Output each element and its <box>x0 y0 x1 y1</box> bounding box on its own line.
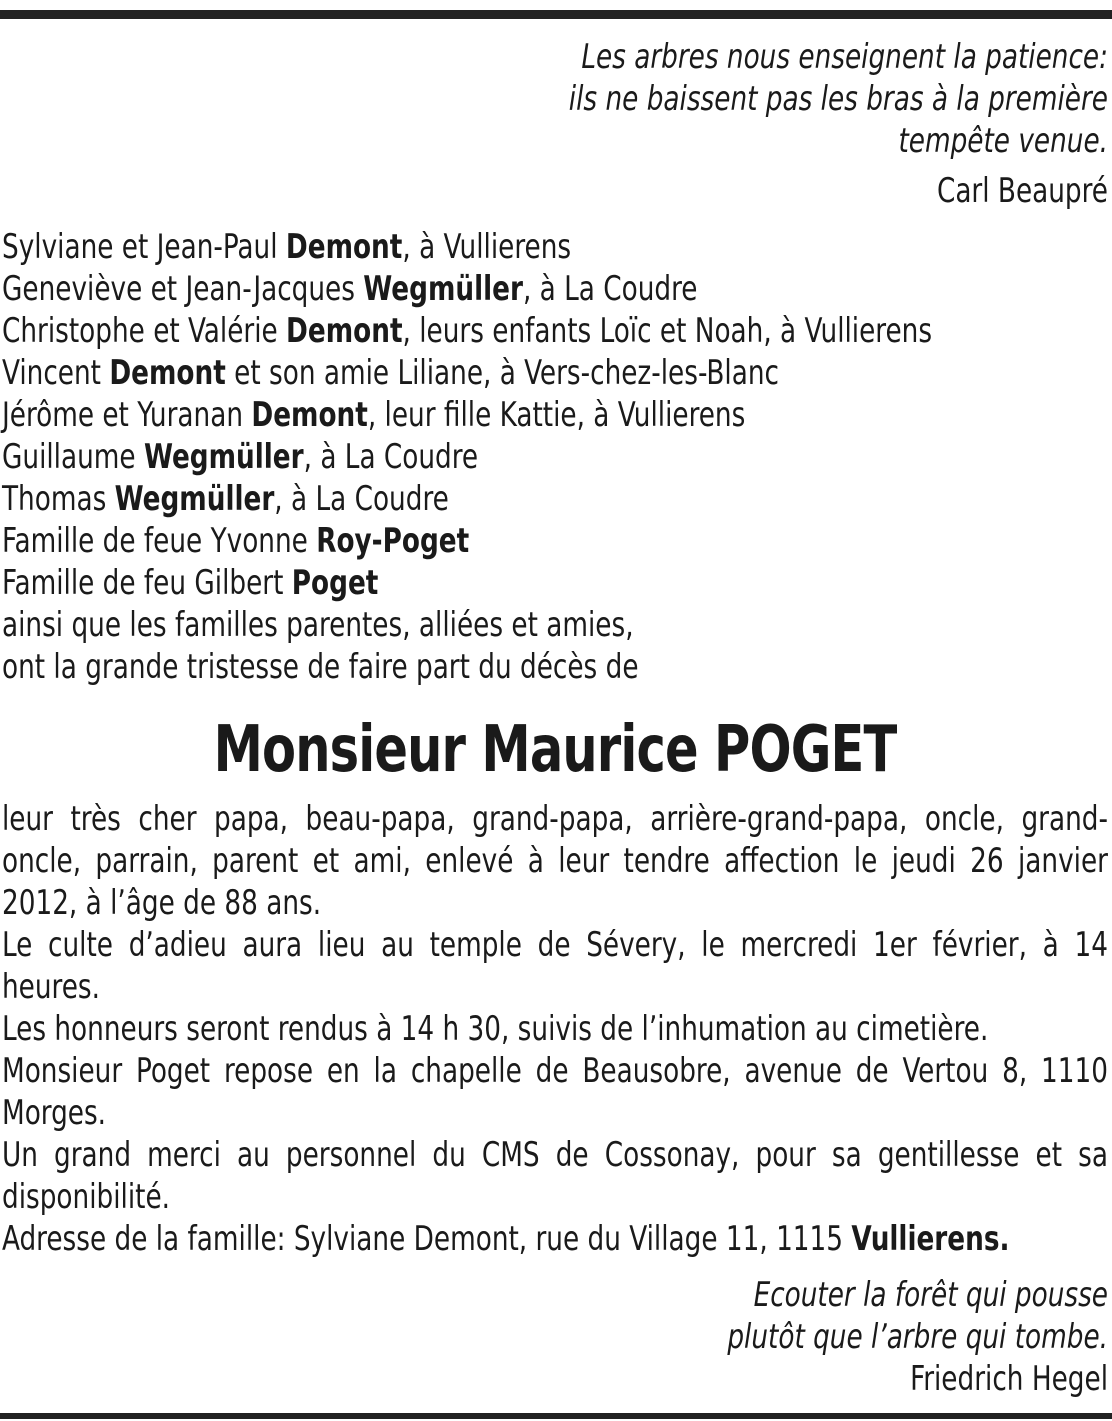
notice-paragraph: Un grand merci au personnel du CMS de Cossonay, pour sa gentillesse et sa disponibilité. <box>2 1135 1108 1217</box>
notice-body <box>2 798 1108 1260</box>
closing-line: Ecouter la forêt qui pousse <box>753 1275 1108 1315</box>
family-line: ainsi que les familles parentes, alliées et amies, <box>2 605 634 645</box>
notice-paragraph: leur très cher papa, beau-papa, grand-papa, arrière-grand-papa, oncle, grand-oncle, parrain, parent et ami, enlevé à leur tendre affection le jeudi 26 janvier 2012, à l’âge de 88 ans. <box>2 799 1108 923</box>
family-line: Jérôme et Yuranan Demont, leur fille Kattie, à Vullierens <box>2 395 746 435</box>
top-rule <box>0 10 1112 19</box>
family-line: Christophe et Valérie Demont, leurs enfants Loïc et Noah, à Vullierens <box>2 311 933 351</box>
epigraph-line: ils ne baissent pas les bras à la première <box>568 79 1108 119</box>
family-line: Vincent Demont et son amie Liliane, à Vers-chez-les-Blanc <box>2 353 780 393</box>
closing-quote <box>157 1274 1108 1358</box>
obituary-notice <box>2 36 1108 1400</box>
family-line: Famille de feu Gilbert Poget <box>2 563 379 603</box>
closing-line: plutôt que l’arbre qui tombe. <box>727 1317 1108 1357</box>
family-line: Thomas Wegmüller, à La Coudre <box>2 479 449 519</box>
deceased-name: Monsieur Maurice POGET <box>213 713 897 787</box>
family-address: Adresse de la famille: Sylviane Demont, rue du Village 11, 1115 Vullierens. <box>2 1219 1010 1259</box>
family-list <box>2 226 1111 688</box>
family-line: ont la grande tristesse de faire part du décès de <box>2 647 639 687</box>
family-line: Geneviève et Jean-Jacques Wegmüller, à La Coudre <box>2 269 698 309</box>
notice-paragraph: Les honneurs seront rendus à 14 h 30, suivis de l’inhumation au cimetière. <box>2 1009 989 1049</box>
epigraph-author: Carl Beaupré <box>936 171 1108 211</box>
epigraph-line: tempête venue. <box>898 121 1108 161</box>
epigraph-line: Les arbres nous enseignent la patience: <box>581 37 1108 77</box>
epigraph-quote <box>157 36 1108 162</box>
closing-author: Friedrich Hegel <box>910 1359 1108 1399</box>
notice-paragraph: Monsieur Poget repose en la chapelle de Beausobre, avenue de Vertou 8, 1110 Morges. <box>2 1051 1108 1133</box>
bottom-rule <box>0 1413 1112 1419</box>
notice-paragraph: Le culte d’adieu aura lieu au temple de Sévery, le mercredi 1er février, à 14 heures. <box>2 925 1108 1007</box>
family-line: Sylviane et Jean-Paul Demont, à Vullierens <box>2 227 572 267</box>
family-line: Famille de feue Yvonne Roy-Poget <box>2 521 470 561</box>
family-line: Guillaume Wegmüller, à La Coudre <box>2 437 479 477</box>
